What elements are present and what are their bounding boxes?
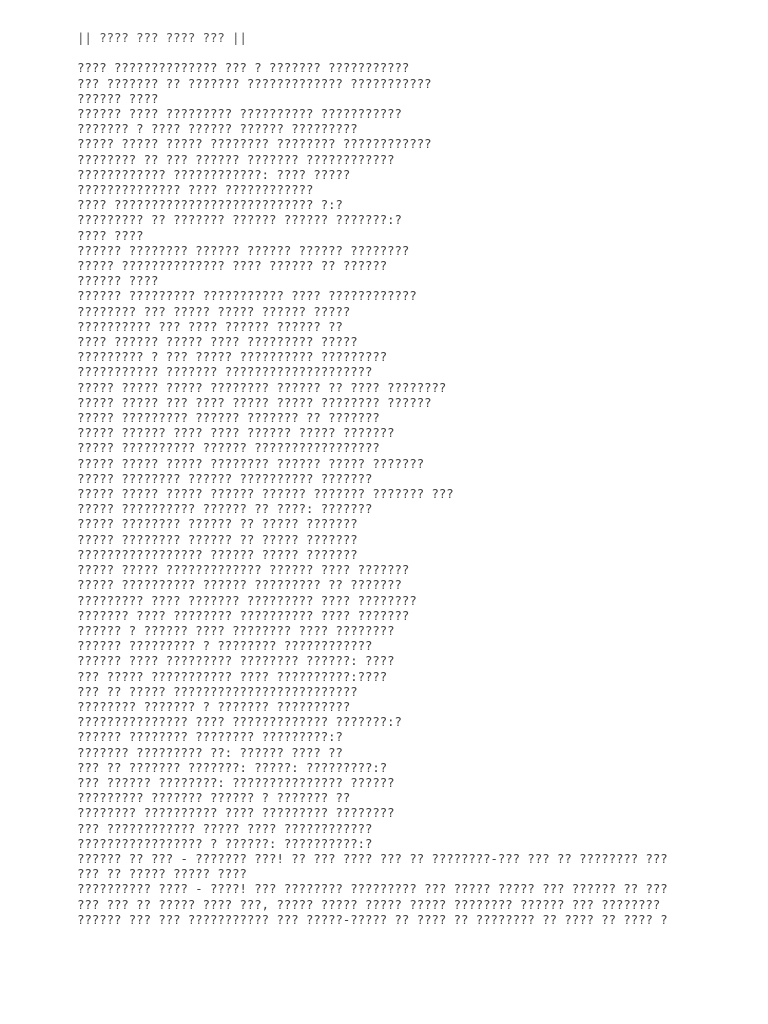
text-line: ?????? ? ?????? ???? ???????? ???? ???????? [77, 622, 395, 638]
text-line: ????? ????? ????????????? ?????? ???? ??????? [77, 562, 410, 578]
text-line: ??? ????? ??????????? ???? ??????????:???? [77, 668, 388, 684]
text-line: ?????? ???????? ???????? ?????????:? [77, 729, 343, 745]
text-line: ?????? ???? ????????? ???????? ??????: ???? [77, 653, 395, 669]
text-line: ??????? ? ???? ?????? ?????? ????????? [77, 121, 358, 137]
text-line: ?????? ???????? ?????? ?????? ?????? ???????? [77, 242, 410, 258]
text-line: ????????? ?? ??????? ?????? ?????? ???????:? [77, 212, 402, 228]
text-line: ????? ????? ??? ???? ????? ????? ???????? ?????? [77, 394, 432, 410]
text-line: ?????? ???? [77, 273, 159, 289]
text-line: ???? ?????????????? ??? ? ??????? ??????????? [77, 60, 410, 76]
text-line: ???????? ??? ????? ????? ?????? ????? [77, 303, 351, 319]
text-line: ??????????????? ???? ????????????? ???????:? [77, 714, 402, 730]
text-line: ????? ????? ????? ???????? ???????? ???????????? [77, 136, 432, 152]
text-line: ????? ???????? ?????? ?? ????? ??????? [77, 516, 358, 532]
text-line: ????? ?????????? ?????? ????????????????? [77, 440, 380, 456]
verse-block [77, 60, 717, 851]
text-line: ??? ?????? ????????: ??????????????? ?????? [77, 774, 395, 790]
text-line: ?????? ???? [77, 90, 159, 106]
document-title: || ???? ??? ???? ??? || [77, 30, 247, 45]
text-line: ????????? ??????? ?????? ? ??????? ?? [77, 790, 351, 806]
text-line: ???????? ?????????? ???? ????????? ???????? [77, 805, 395, 821]
document-page [77, 30, 717, 927]
text-line: ????? ?????? ???? ???? ?????? ????? ??????? [77, 425, 395, 441]
text-line: ????? ?????????? ?????? ?? ????: ??????? [77, 501, 373, 517]
text-line: ??? ?? ??????? ???????: ?????: ?????????:? [77, 759, 388, 775]
paragraph-line: ?????? ??? ??? ??????????? ??? ?????-????? ?? ???? ?? ???????? ?? ???? ?? ???? ? [77, 911, 668, 927]
text-line: ??????????? ??????? ???????????????????? [77, 364, 373, 380]
text-line: ???? ???? [77, 227, 144, 243]
text-line: ????????? ???? ??????? ????????? ???? ???????? [77, 592, 417, 608]
text-line: ??? ??????? ?? ??????? ????????????? ??????????? [77, 75, 432, 91]
text-line: ?????? ????????? ??????????? ???? ???????????? [77, 288, 417, 304]
text-line: ??????? ???? ???????? ?????????? ???? ??????? [77, 607, 410, 623]
text-line: ???? ??????????????????????????? ?:? [77, 197, 343, 213]
prose-block [77, 851, 717, 927]
text-line: ??? ???????????? ????? ???? ???????????? [77, 820, 373, 836]
text-line: ?????? ????????? ? ???????? ???????????? [77, 638, 373, 654]
text-line: ????????????????? ?????? ????? ??????? [77, 546, 358, 562]
text-line: ????????????????? ? ??????: ??????????:? [77, 835, 373, 851]
paragraph-line: ?????????? ???? - ????! ??? ???????? ????????? ??? ????? ????? ??? ?????? ?? ??? [77, 881, 668, 897]
paragraph-line: ?????? ?? ??? - ??????? ???! ?? ??? ???? ??? ?? ????????-??? ??? ?? ???????? ??? [77, 850, 668, 866]
text-line: ????? ????? ????? ?????? ?????? ??????? ??????? ??? [77, 486, 454, 502]
text-line: ?????????? ??? ???? ?????? ?????? ?? [77, 318, 343, 334]
paragraph-line: ??? ??? ?? ????? ???? ???, ????? ????? ????? ????? ???????? ?????? ??? ???????? [77, 896, 661, 912]
text-line: ?????????????? ???? ???????????? [77, 182, 314, 198]
text-line: ?????? ???? ????????? ?????????? ??????????? [77, 106, 402, 121]
text-line: ???????? ??????? ? ??????? ?????????? [77, 698, 351, 714]
text-line: ????? ?????????????? ???? ?????? ?? ?????? [77, 258, 388, 274]
text-line: ????? ????????? ?????? ??????? ?? ??????? [77, 410, 380, 426]
text-line: ????? ????? ????? ???????? ?????? ????? ??????? [77, 455, 424, 471]
text-line: ??????? ????????? ??: ?????? ???? ?? [77, 744, 343, 760]
text-line: ???????????? ????????????: ???? ????? [77, 166, 351, 182]
paragraph-line: ??? ?? ????? ????? ???? [77, 866, 247, 882]
text-line: ????? ???????? ?????? ?? ????? ??????? [77, 531, 358, 547]
text-line: ??? ?? ????? ????????????????????????? [77, 683, 358, 699]
text-line: ????? ???????? ?????? ?????????? ??????? [77, 470, 373, 486]
text-line: ????????? ? ??? ????? ?????????? ????????? [77, 349, 388, 365]
text-line: ????? ?????????? ?????? ????????? ?? ??????? [77, 577, 402, 593]
text-line: ???? ?????? ????? ???? ????????? ????? [77, 334, 358, 350]
text-line: ????? ????? ????? ???????? ?????? ?? ???? ???????? [77, 379, 447, 395]
text-line: ???????? ?? ??? ?????? ??????? ???????????? [77, 151, 395, 167]
